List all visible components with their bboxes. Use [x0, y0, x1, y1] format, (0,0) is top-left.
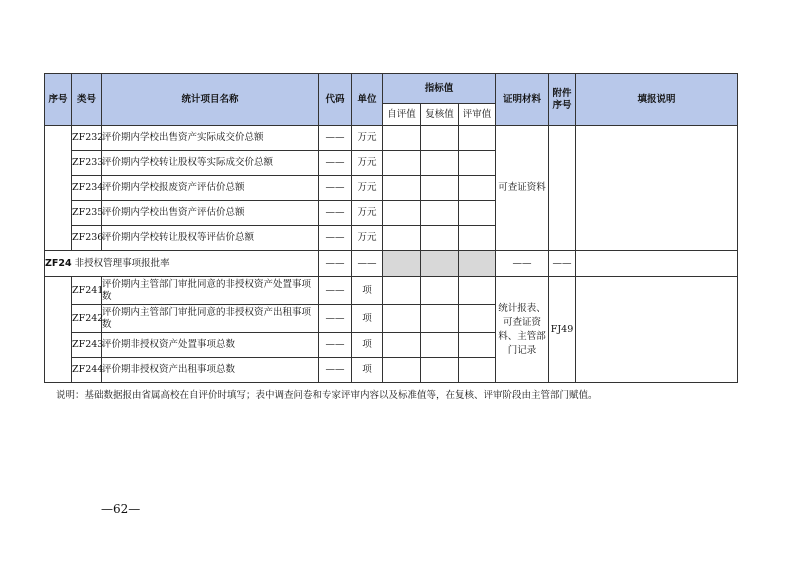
section-attach-dash: —— — [549, 251, 576, 277]
col-self-eval-header: 自评值 — [383, 104, 421, 126]
unit-cell: 万元 — [352, 226, 383, 251]
final-cell[interactable] — [459, 226, 496, 251]
category-cell: ZF236 — [72, 226, 102, 251]
code-cell: —— — [319, 151, 352, 176]
self-eval-cell[interactable] — [383, 176, 421, 201]
unit-cell: 项 — [352, 277, 383, 305]
section-code-dash: —— — [319, 251, 352, 277]
review-cell[interactable] — [421, 126, 459, 151]
review-cell[interactable] — [421, 277, 459, 305]
item-name-cell: 评价期内学校报废资产评估价总额 — [102, 176, 319, 201]
review-cell[interactable] — [421, 358, 459, 383]
section-final-cell — [459, 251, 496, 277]
final-cell[interactable] — [459, 151, 496, 176]
category-cell: ZF244 — [72, 358, 102, 383]
review-cell[interactable] — [421, 226, 459, 251]
section-code: ZF24 — [45, 257, 72, 269]
category-cell: ZF241 — [72, 277, 102, 305]
code-cell: —— — [319, 201, 352, 226]
col-category-header: 类号 — [72, 74, 102, 126]
seq-cell — [45, 277, 72, 383]
col-code-header: 代码 — [319, 74, 352, 126]
review-cell[interactable] — [421, 151, 459, 176]
fill-note-cell — [576, 126, 738, 251]
code-cell: —— — [319, 358, 352, 383]
self-eval-cell[interactable] — [383, 305, 421, 333]
col-final-header: 评审值 — [459, 104, 496, 126]
col-evidence-header: 证明材料 — [496, 74, 549, 126]
final-cell[interactable] — [459, 201, 496, 226]
col-unit-header: 单位 — [352, 74, 383, 126]
section-fill-note-cell — [576, 251, 738, 277]
category-cell: ZF242 — [72, 305, 102, 333]
self-eval-cell[interactable] — [383, 201, 421, 226]
unit-cell: 项 — [352, 333, 383, 358]
final-cell[interactable] — [459, 358, 496, 383]
code-cell: —— — [319, 126, 352, 151]
fill-note-cell — [576, 277, 738, 383]
final-cell[interactable] — [459, 305, 496, 333]
self-eval-cell[interactable] — [383, 126, 421, 151]
section-self-eval-cell — [383, 251, 421, 277]
section-review-cell — [421, 251, 459, 277]
unit-cell: 万元 — [352, 176, 383, 201]
category-cell: ZF234 — [72, 176, 102, 201]
col-item-name-header: 统计项目名称 — [102, 74, 319, 126]
item-name-cell: 评价期内学校转让股权等评估价总额 — [102, 226, 319, 251]
final-cell[interactable] — [459, 176, 496, 201]
attach-cell: FJ49 — [549, 277, 576, 383]
col-fill-note-header: 填报说明 — [576, 74, 738, 126]
section-title-cell — [45, 251, 319, 277]
item-name-cell: 评价期非授权资产出租事项总数 — [102, 358, 319, 383]
item-name-cell: 评价期内主管部门审批同意的非授权资产处置事项数 — [102, 277, 319, 305]
section-evidence-dash: —— — [496, 251, 549, 277]
unit-cell: 万元 — [352, 151, 383, 176]
header-row-1 — [45, 74, 738, 104]
code-cell: —— — [319, 226, 352, 251]
col-seq-header: 序号 — [45, 74, 72, 126]
unit-cell: 项 — [352, 358, 383, 383]
unit-cell: 万元 — [352, 126, 383, 151]
table-row — [45, 277, 738, 305]
unit-cell: 万元 — [352, 201, 383, 226]
review-cell[interactable] — [421, 305, 459, 333]
category-cell: ZF232 — [72, 126, 102, 151]
section-unit-dash: —— — [352, 251, 383, 277]
category-cell: ZF243 — [72, 333, 102, 358]
item-name-cell: 评价期非授权资产处置事项总数 — [102, 333, 319, 358]
item-name-cell: 评价期内学校转让股权等实际成交价总额 — [102, 151, 319, 176]
seq-cell — [45, 126, 72, 251]
final-cell[interactable] — [459, 333, 496, 358]
section-row — [45, 251, 738, 277]
table-row — [45, 126, 738, 151]
review-cell[interactable] — [421, 176, 459, 201]
code-cell: —— — [319, 277, 352, 305]
category-cell: ZF235 — [72, 201, 102, 226]
final-cell[interactable] — [459, 126, 496, 151]
self-eval-cell[interactable] — [383, 277, 421, 305]
final-cell[interactable] — [459, 277, 496, 305]
review-cell[interactable] — [421, 333, 459, 358]
category-cell: ZF233 — [72, 151, 102, 176]
attach-cell — [549, 126, 576, 251]
evidence-cell: 统计报表、可查证资料、主管部门记录 — [496, 277, 549, 383]
item-name-cell: 评价期内主管部门审批同意的非授权资产出租事项数 — [102, 305, 319, 333]
self-eval-cell[interactable] — [383, 226, 421, 251]
self-eval-cell[interactable] — [383, 358, 421, 383]
col-indicator-header: 指标值 — [383, 74, 496, 104]
self-eval-cell[interactable] — [383, 333, 421, 358]
item-name-cell: 评价期内学校出售资产评估价总额 — [102, 201, 319, 226]
assessment-table — [44, 73, 738, 383]
self-eval-cell[interactable] — [383, 151, 421, 176]
item-name-cell: 评价期内学校出售资产实际成交价总额 — [102, 126, 319, 151]
section-name: 非授权管理事项报批率 — [74, 257, 170, 269]
page-number: —62— — [101, 502, 141, 516]
col-attach-header: 附件序号 — [549, 74, 576, 126]
col-review-header: 复核值 — [421, 104, 459, 126]
code-cell: —— — [319, 176, 352, 201]
review-cell[interactable] — [421, 201, 459, 226]
code-cell: —— — [319, 333, 352, 358]
evidence-cell: 可查证资料 — [496, 126, 549, 251]
code-cell: —— — [319, 305, 352, 333]
table-note: 说明：基础数据报由省属高校在自评价时填写；表中调查问卷和专家评审内容以及标准值等，在复核、评审阶段由主管部门赋值。 — [56, 390, 598, 401]
unit-cell: 项 — [352, 305, 383, 333]
